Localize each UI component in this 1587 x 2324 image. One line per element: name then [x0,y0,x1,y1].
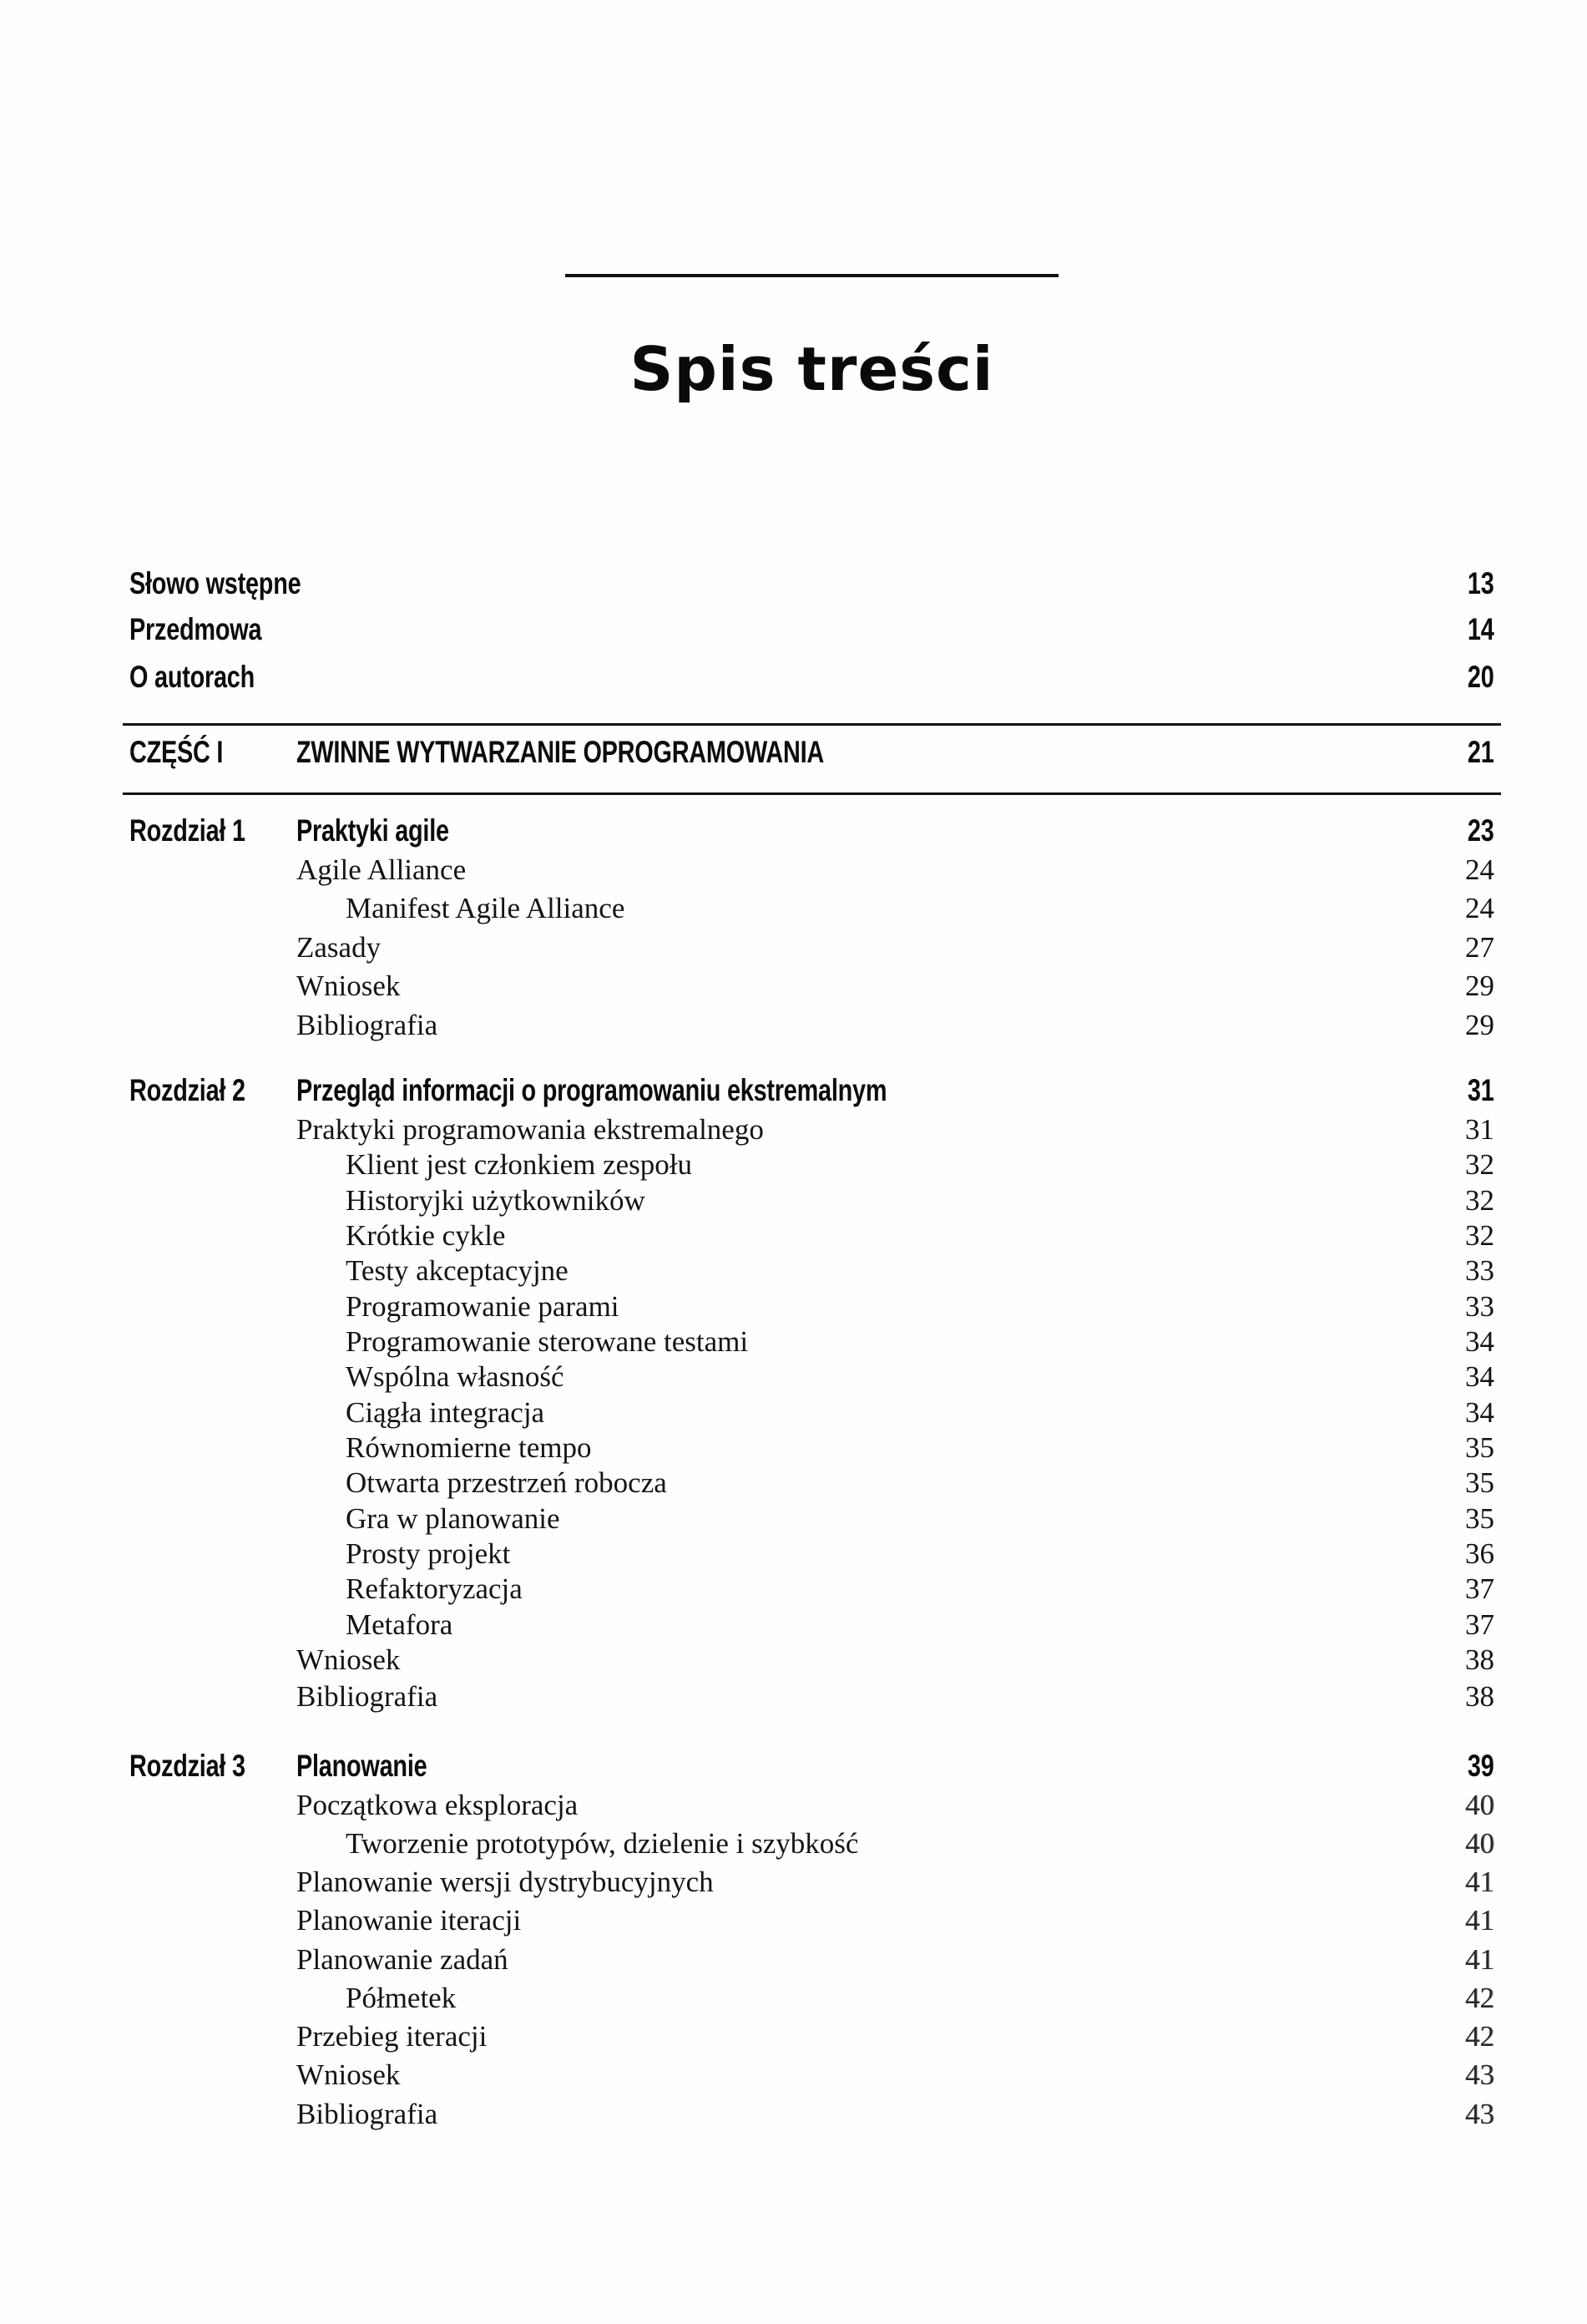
entry-page: 41 [1465,1866,1494,1898]
entry-label: Otwarta przestrzeń robocza [346,1466,667,1499]
entry-label: Programowanie parami [346,1290,619,1323]
entry-page: 27 [1465,931,1494,964]
entry-label: Wniosek [296,970,401,1002]
entry-page: 40 [1465,1827,1494,1860]
entry-page: 13 [1468,566,1494,600]
entry-label: Metafora [346,1608,453,1641]
entry-page: 32 [1465,1219,1494,1252]
entry-page: 35 [1465,1466,1494,1499]
entry-label: Manifest Agile Alliance [346,892,625,924]
entry-page: 34 [1465,1325,1494,1358]
entry-page: 33 [1465,1254,1494,1287]
entry-page: 38 [1465,1643,1494,1676]
entry-label: O autorach [129,660,255,694]
part-page: 21 [1468,735,1494,769]
entry-label: Bibliografia [296,1009,438,1041]
entry-label: Prosty projekt [346,1537,511,1570]
chapter-title: Przegląd informacji o programowaniu ekstremalnym [296,1073,887,1107]
entry-label: Bibliografia [296,1680,438,1713]
chapter-title: Praktyki agile [296,813,449,848]
entry-page: 41 [1465,1904,1494,1937]
entry-page: 20 [1468,660,1494,694]
entry-label: Półmetek [346,1982,457,2014]
chapter-title: Planowanie [296,1749,427,1783]
entry-label: Wspólna własność [346,1360,564,1393]
page-title: Spis treści [629,334,994,404]
chapter-label: Rozdział 1 [129,813,245,848]
entry-label: Przebieg iteracji [296,2020,488,2053]
entry-label: Planowanie zadań [296,1943,508,1976]
entry-page: 43 [1465,2058,1494,2091]
entry-label: Programowanie sterowane testami [346,1325,749,1358]
entry-page: 37 [1465,1608,1494,1641]
chapter-page: 31 [1468,1073,1494,1107]
entry-page: 40 [1465,1789,1494,1821]
entry-label: Bibliografia [296,2098,438,2130]
entry-page: 35 [1465,1431,1494,1464]
entry-page: 31 [1465,1113,1494,1146]
part-title: ZWINNE WYTWARZANIE OPROGRAMOWANIA [296,735,824,769]
entry-page: 42 [1465,2020,1494,2053]
entry-page: 43 [1465,2098,1494,2130]
entry-page: 24 [1465,853,1494,886]
entry-page: 36 [1465,1537,1494,1570]
entry-label: Gra w planowanie [346,1502,560,1535]
part-rule-top [123,723,1501,726]
part-label: CZĘŚĆ I [129,735,224,769]
entry-page: 32 [1465,1184,1494,1217]
entry-label: Agile Alliance [296,853,467,886]
chapter-label: Rozdział 2 [129,1073,245,1107]
chapter-page: 23 [1468,813,1494,848]
part-rule-bottom [123,792,1501,795]
entry-label: Praktyki programowania ekstremalnego [296,1113,764,1146]
entry-page: 35 [1465,1502,1494,1535]
chapter-label: Rozdział 3 [129,1749,245,1783]
entry-page: 29 [1465,970,1494,1002]
entry-label: Przedmowa [129,612,262,646]
entry-page: 32 [1465,1148,1494,1181]
entry-page: 38 [1465,1680,1494,1713]
entry-page: 37 [1465,1572,1494,1605]
entry-label: Historyjki użytkowników [346,1184,645,1217]
entry-label: Równomierne tempo [346,1431,592,1464]
entry-label: Wniosek [296,1643,401,1676]
title-rule [565,274,1059,277]
entry-page: 14 [1468,612,1494,646]
entry-page: 33 [1465,1290,1494,1323]
entry-label: Refaktoryzacja [346,1572,523,1605]
entry-label: Zasady [296,931,382,964]
entry-label: Tworzenie prototypów, dzielenie i szybkość [346,1827,859,1860]
entry-label: Testy akceptacyjne [346,1254,569,1287]
entry-page: 41 [1465,1943,1494,1976]
entry-label: Krótkie cykle [346,1219,506,1252]
chapter-page: 39 [1468,1749,1494,1783]
entry-label: Planowanie wersji dystrybucyjnych [296,1866,714,1898]
entry-label: Początkowa eksploracja [296,1789,579,1821]
entry-page: 24 [1465,892,1494,924]
entry-label: Planowanie iteracji [296,1904,522,1937]
entry-label: Ciągła integracja [346,1396,545,1429]
entry-page: 29 [1465,1009,1494,1041]
entry-label: Wniosek [296,2058,401,2091]
entry-page: 42 [1465,1982,1494,2014]
entry-page: 34 [1465,1396,1494,1429]
entry-label: Klient jest członkiem zespołu [346,1148,693,1181]
entry-page: 34 [1465,1360,1494,1393]
entry-label: Słowo wstępne [129,566,301,600]
